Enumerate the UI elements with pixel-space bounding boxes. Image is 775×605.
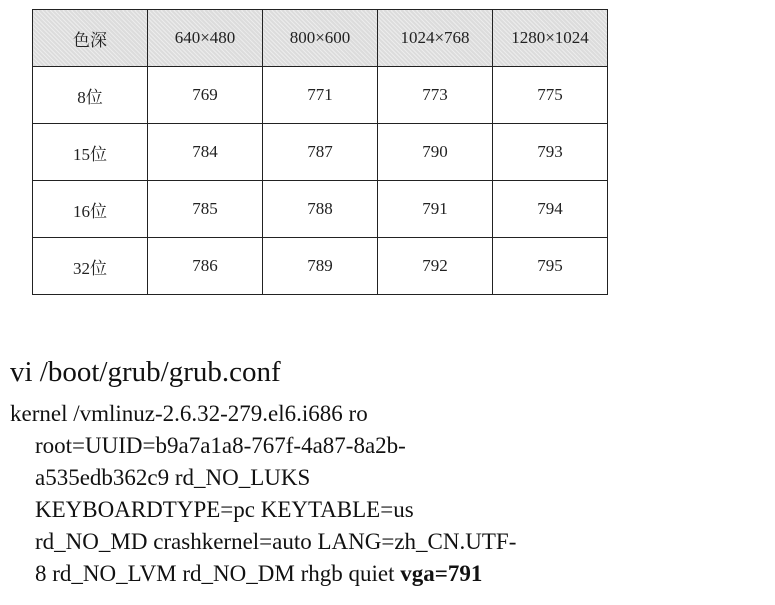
table-cell: 769	[148, 67, 263, 124]
row-depth-label: 32位	[33, 238, 148, 295]
table-cell: 788	[263, 181, 378, 238]
table-row	[33, 238, 608, 295]
kernel-line-last	[10, 558, 750, 590]
header-1280x1024: 1280×1024	[493, 10, 608, 67]
table-row	[33, 181, 608, 238]
header-color-depth: 色深	[33, 10, 148, 67]
table-row	[33, 124, 608, 181]
row-depth-label: 15位	[33, 124, 148, 181]
kernel-line-text: 8 rd_NO_LVM rd_NO_DM rhgb quiet	[35, 561, 401, 586]
table-cell: 794	[493, 181, 608, 238]
row-depth-label: 8位	[33, 67, 148, 124]
table-cell: 795	[493, 238, 608, 295]
table-cell: 792	[378, 238, 493, 295]
table-cell: 773	[378, 67, 493, 124]
table-row	[33, 67, 608, 124]
kernel-line: kernel /vmlinuz-2.6.32-279.el6.i686 ro	[10, 401, 368, 426]
table-cell: 785	[148, 181, 263, 238]
table-cell: 791	[378, 181, 493, 238]
header-800x600: 800×600	[263, 10, 378, 67]
table-cell: 771	[263, 67, 378, 124]
table-header-row	[33, 10, 608, 67]
table-cell: 786	[148, 238, 263, 295]
command-title: vi /boot/grub/grub.conf	[10, 356, 281, 388]
vga-parameter: vga=791	[400, 561, 483, 586]
header-640x480: 640×480	[148, 10, 263, 67]
table-cell: 775	[493, 67, 608, 124]
table-cell: 793	[493, 124, 608, 181]
kernel-line: KEYBOARDTYPE=pc KEYTABLE=us	[35, 497, 414, 522]
kernel-line: rd_NO_MD crashkernel=auto LANG=zh_CN.UTF-	[35, 529, 517, 554]
kernel-line: a535edb362c9 rd_NO_LUKS	[35, 465, 311, 490]
table-cell: 787	[263, 124, 378, 181]
table-cell: 790	[378, 124, 493, 181]
row-depth-label: 16位	[33, 181, 148, 238]
header-1024x768: 1024×768	[378, 10, 493, 67]
kernel-line-block	[10, 398, 750, 590]
kernel-line: root=UUID=b9a7a1a8-767f-4a87-8a2b-	[35, 433, 406, 458]
vga-mode-table	[32, 9, 608, 295]
table-cell: 784	[148, 124, 263, 181]
table-cell: 789	[263, 238, 378, 295]
